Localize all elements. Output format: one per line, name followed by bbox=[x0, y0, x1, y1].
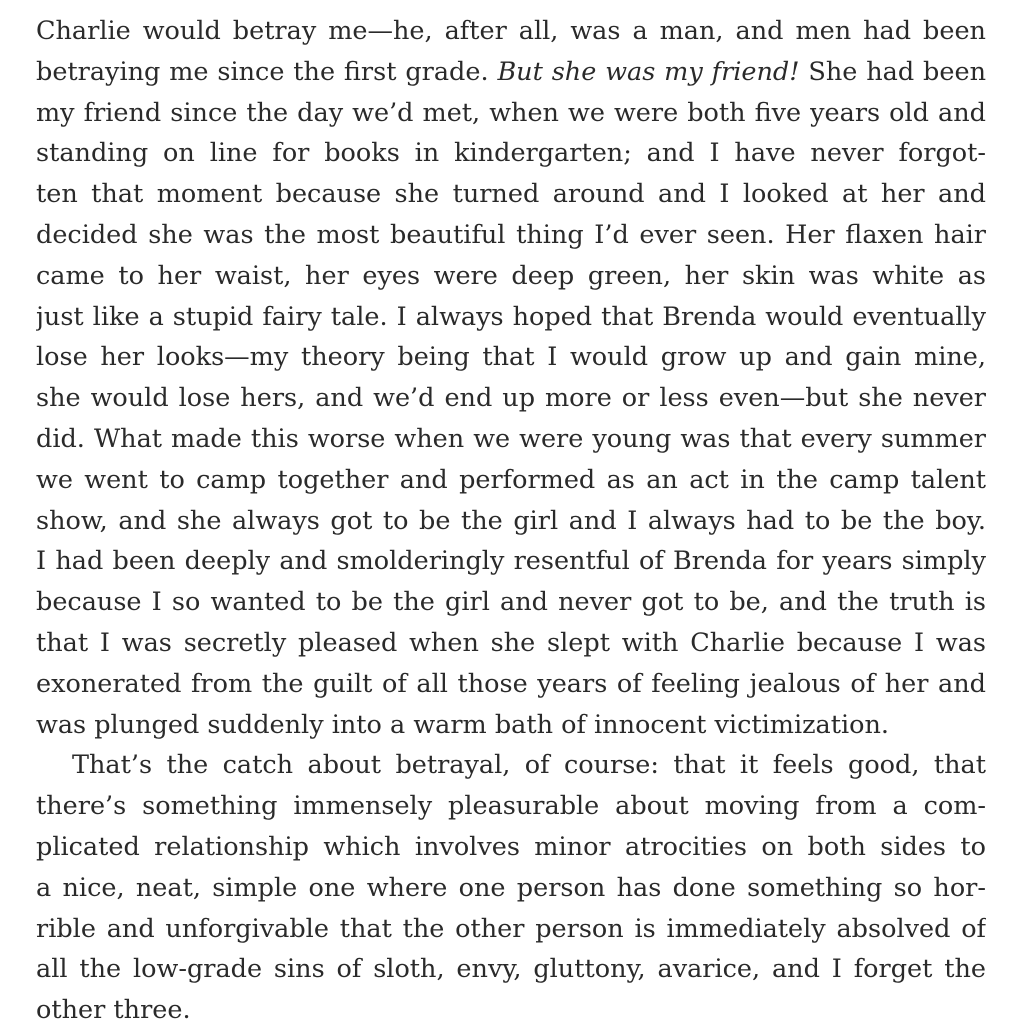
text-segment: ten that moment because she turned around and I looked at her and bbox=[36, 179, 986, 210]
text-segment: decided she was the most beautiful thing I’d ever seen. Her flaxen hair bbox=[36, 219, 986, 250]
text-line bbox=[36, 337, 986, 378]
text-line bbox=[36, 745, 986, 786]
italic-text-segment: But she was my friend! bbox=[497, 56, 800, 87]
text-segment: my friend since the day we’d met, when we were both five years old and bbox=[36, 97, 986, 128]
text-line bbox=[36, 460, 986, 501]
text-segment: because I so wanted to be the girl and never got to be, and the truth is bbox=[36, 587, 986, 618]
text-line bbox=[36, 174, 986, 215]
text-line bbox=[36, 541, 986, 582]
text-segment: other three. bbox=[36, 995, 191, 1026]
text-segment: was plunged suddenly into a warm bath of innocent victimization. bbox=[36, 709, 890, 740]
text-segment: show, and she always got to be the girl and I always had to be the boy. bbox=[36, 505, 986, 536]
text-segment: She had been bbox=[799, 56, 986, 87]
text-line bbox=[36, 949, 986, 990]
text-line bbox=[36, 93, 986, 134]
text-segment: did. What made this worse when we were young was that every summer bbox=[36, 423, 986, 454]
text-line bbox=[36, 582, 986, 623]
text-line bbox=[36, 52, 986, 93]
text-line bbox=[36, 297, 986, 338]
text-line bbox=[36, 11, 986, 52]
text-segment: we went to camp together and performed as an act in the camp talent bbox=[36, 464, 986, 495]
text-segment: rible and unforgivable that the other person is immediately absolved of bbox=[36, 913, 986, 944]
text-segment: I had been deeply and smolderingly resentful of Brenda for years simply bbox=[36, 546, 986, 577]
text-line bbox=[36, 419, 986, 460]
text-segment: standing on line for books in kindergarten; and I have never forgot- bbox=[36, 138, 986, 169]
paragraph-1 bbox=[36, 11, 986, 745]
text-segment: that I was secretly pleased when she slept with Charlie because I was bbox=[36, 627, 986, 658]
paragraph-2 bbox=[36, 745, 986, 1031]
text-line bbox=[36, 501, 986, 542]
text-line bbox=[36, 256, 986, 297]
text-segment: she would lose hers, and we’d end up more or less even—but she never bbox=[36, 383, 986, 414]
text-segment: a nice, neat, simple one where one person has done something so hor- bbox=[36, 872, 986, 903]
text-line bbox=[36, 215, 986, 256]
text-segment: lose her looks—my theory being that I would grow up and gain mine, bbox=[36, 342, 986, 373]
text-line bbox=[36, 664, 986, 705]
text-line bbox=[36, 786, 986, 827]
text-line bbox=[36, 133, 986, 174]
text-segment: plicated relationship which involves minor atrocities on both sides to bbox=[36, 831, 986, 862]
text-line bbox=[36, 827, 986, 868]
book-text bbox=[36, 11, 986, 1031]
text-line bbox=[36, 705, 986, 746]
text-line bbox=[36, 909, 986, 950]
text-segment: came to her waist, her eyes were deep green, her skin was white as bbox=[36, 260, 986, 291]
text-segment: That’s the catch about betrayal, of course: that it feels good, that bbox=[72, 750, 986, 781]
text-segment: Charlie would betray me—he, after all, was a man, and men had been bbox=[36, 16, 986, 46]
text-line bbox=[36, 378, 986, 419]
text-line bbox=[36, 990, 986, 1031]
text-line bbox=[36, 623, 986, 664]
text-segment: betraying me since the first grade. bbox=[36, 56, 498, 87]
text-segment: exonerated from the guilt of all those years of feeling jealous of her and bbox=[36, 668, 986, 699]
text-segment: there’s something immensely pleasurable about moving from a com- bbox=[36, 791, 986, 822]
text-segment: all the low-grade sins of sloth, envy, gluttony, avarice, and I forget the bbox=[36, 954, 986, 985]
text-segment: just like a stupid fairy tale. I always hoped that Brenda would eventually bbox=[36, 301, 986, 332]
text-line bbox=[36, 868, 986, 909]
